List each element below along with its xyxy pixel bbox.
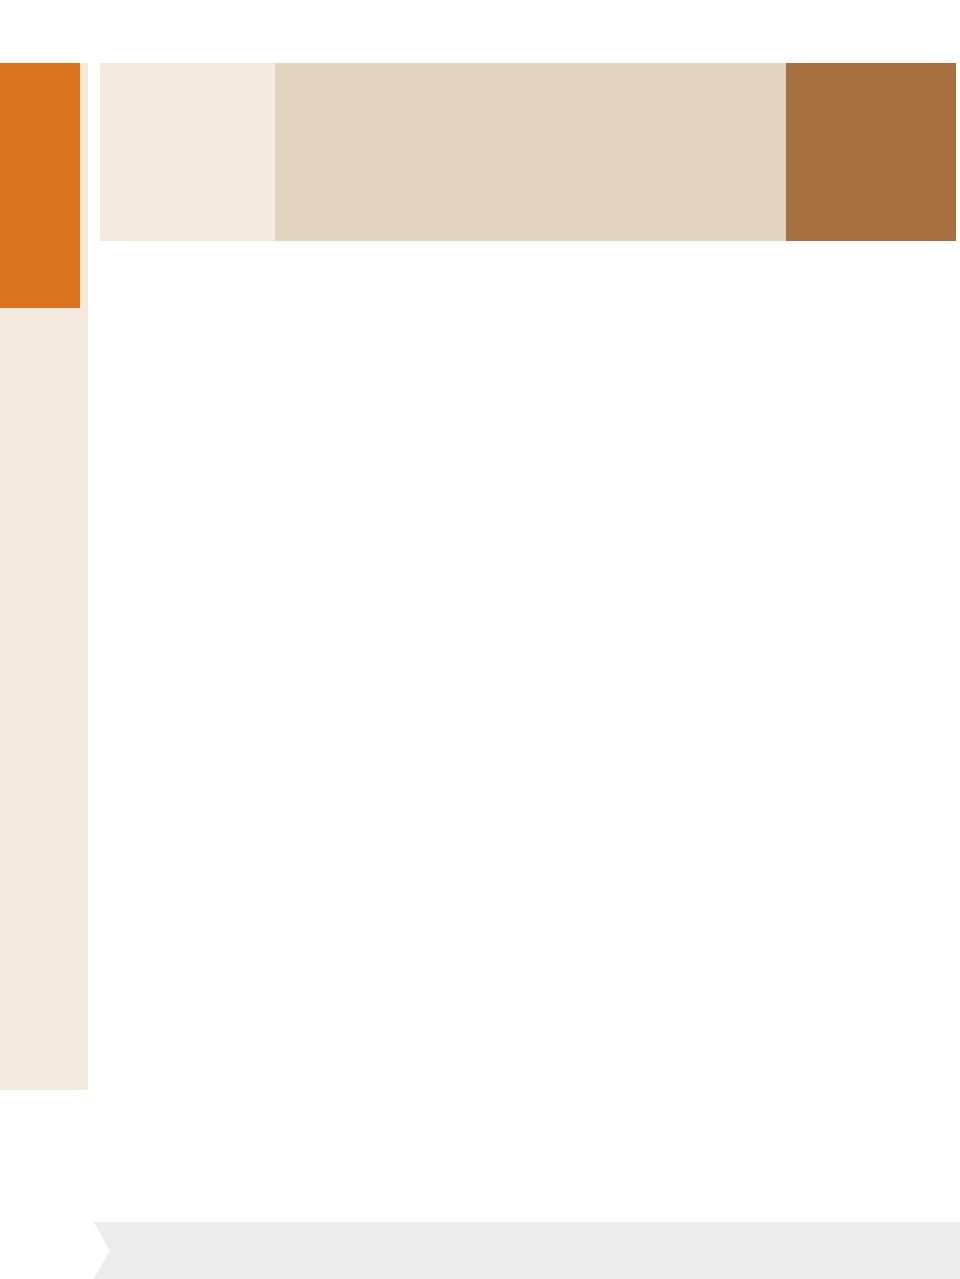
header-multirow-area: [275, 63, 786, 241]
page-number-box: [0, 1222, 110, 1279]
header-tworow-area: [786, 63, 956, 241]
section-tab: [0, 63, 80, 308]
header-label-area: [100, 63, 275, 241]
page-footer-bar: [0, 1222, 960, 1279]
